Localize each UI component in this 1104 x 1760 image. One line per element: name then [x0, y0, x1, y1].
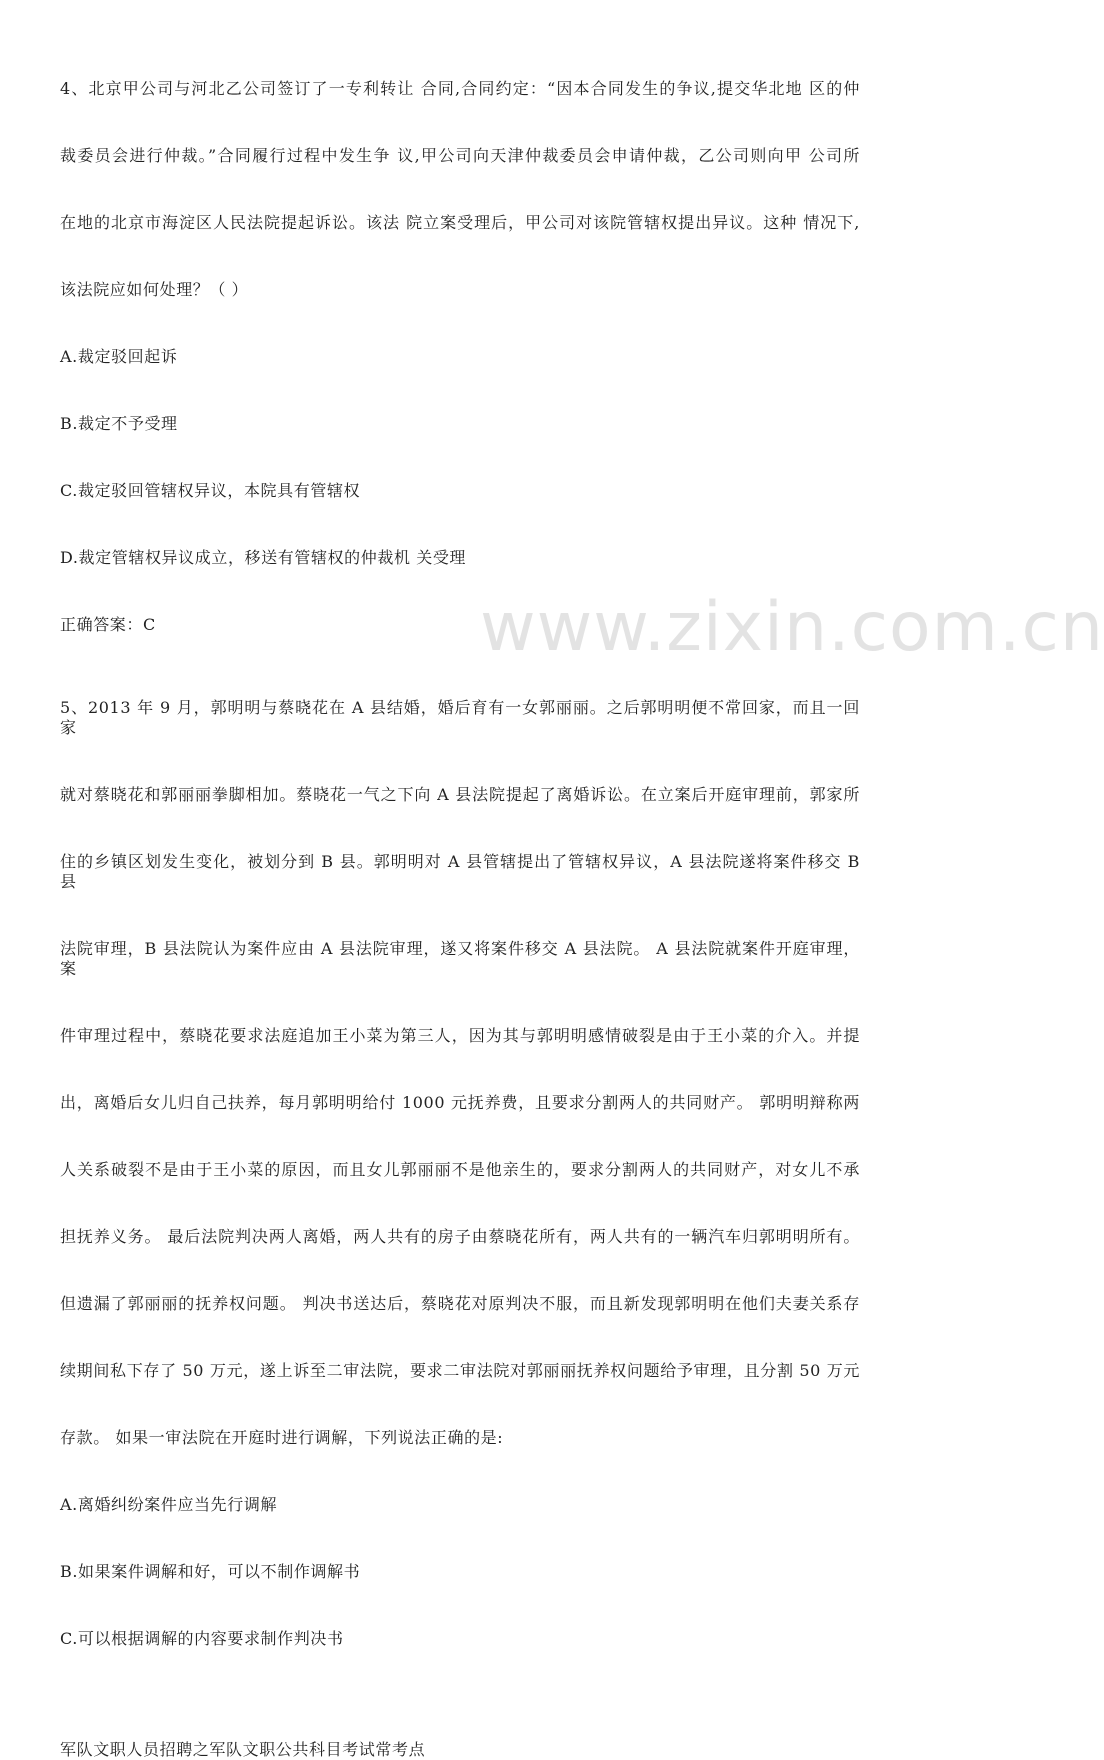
q5-stem-line-4: 法院审理，B 县法院认为案件应由 A 县法院审理，遂又将案件移交 A 县法院。 A 县法院就案件开庭审理，案	[60, 939, 860, 978]
q5-stem-line-2: 就对蔡晓花和郭丽丽拳脚相加。蔡晓花一气之下向 A 县法院提起了离婚诉讼。在立案后开庭审理前，郭家所	[60, 785, 860, 804]
q5-stem-line-6: 出，离婚后女儿归自己扶养，每月郭明明给付 1000 元抚养费，且要求分割两人的共同财产。 郭明明辩称两	[60, 1093, 860, 1112]
q5-stem-line-8: 担抚养义务。 最后法院判决两人离婚，两人共有的房子由蔡晓花所有，两人共有的一辆汽车归郭明明所有。	[60, 1227, 860, 1246]
page-footer: 军队文职人员招聘之军队文职公共科目考试常考点	[60, 1740, 426, 1759]
q5-stem-line-7: 人关系破裂不是由于王小菜的原因，而且女儿郭丽丽不是他亲生的，要求分割两人的共同财产，对女儿不承	[60, 1160, 860, 1179]
q5-stem-line-11: 存款。 如果一审法院在开庭时进行调解，下列说法正确的是:	[60, 1428, 504, 1447]
q5-stem-line-9: 但遗漏了郭丽丽的抚养权问题。 判决书送达后，蔡晓花对原判决不服，而且新发现郭明明在他们夫妻关系存	[60, 1294, 860, 1313]
q4-stem-line-3: 在地的北京市海淀区人民法院提起诉讼。该法 院立案受理后，甲公司对该院管辖权提出异议。这种 情况下,	[60, 213, 860, 232]
q5-option-b: B.如果案件调解和好，可以不制作调解书	[60, 1562, 361, 1581]
q5-stem-line-3: 住的乡镇区划发生变化，被划分到 B 县。郭明明对 A 县管辖提出了管辖权异议，A 县法院遂将案件移交 B 县	[60, 852, 860, 891]
q5-stem-line-5: 件审理过程中，蔡晓花要求法庭追加王小菜为第三人，因为其与郭明明感情破裂是由于王小菜的介入。并提	[60, 1026, 860, 1045]
q4-answer: 正确答案：C	[60, 615, 156, 634]
q4-stem-line-1: 4、北京甲公司与河北乙公司签订了一专利转让 合同,合同约定：“因本合同发生的争议,提交华北地 区的仲	[60, 79, 860, 98]
q5-option-c: C.可以根据调解的内容要求制作判决书	[60, 1629, 344, 1648]
q5-stem-line-10: 续期间私下存了 50 万元，遂上诉至二审法院，要求二审法院对郭丽丽抚养权问题给予审理，且分割 50 万元	[60, 1361, 860, 1380]
q4-stem-line-4: 该法院应如何处理？（ ）	[60, 280, 249, 299]
q4-option-b: B.裁定不予受理	[60, 414, 178, 433]
q5-option-a: A.离婚纠纷案件应当先行调解	[60, 1495, 278, 1514]
q4-option-c: C.裁定驳回管辖权异议，本院具有管辖权	[60, 481, 361, 500]
q4-option-a: A.裁定驳回起诉	[60, 347, 178, 366]
watermark-text: www.zixin.com.cn	[480, 588, 1104, 667]
q4-stem-line-2: 裁委员会进行仲裁。”合同履行过程中发生争 议,甲公司向天津仲裁委员会申请仲裁，乙公司则向甲 公司所	[60, 146, 860, 165]
q5-stem-line-1: 5、2013 年 9 月，郭明明与蔡晓花在 A 县结婚，婚后育有一女郭丽丽。之后郭明明便不常回家，而且一回家	[60, 698, 860, 737]
q4-option-d: D.裁定管辖权异议成立，移送有管辖权的仲裁机 关受理	[60, 548, 467, 567]
